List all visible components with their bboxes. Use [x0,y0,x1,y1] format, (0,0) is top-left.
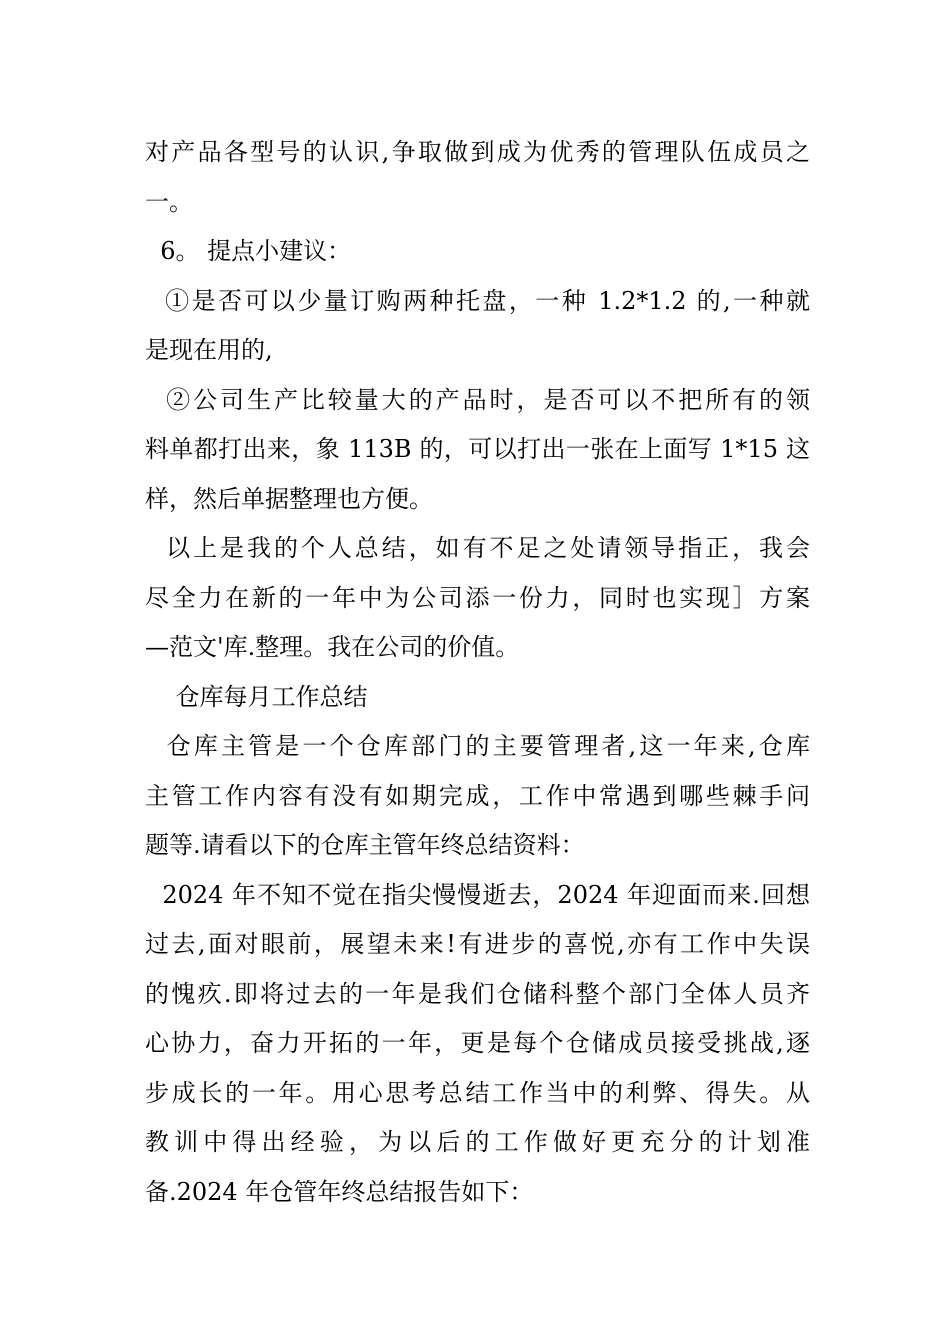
document-body [145,128,810,1217]
text-line: ②公司生产比较量大的产品时，是否可以不把所有的领 [145,385,810,414]
text-line: 步成长的一年。用心思考总结工作当中的利弊、得失。从 [145,1078,810,1107]
text-line: 样，然后单据整理也方便。 [145,484,433,513]
text-line: 仓库每月工作总结 [145,682,368,711]
text-line: 过去,面对眼前，展望未来!有进步的喜悦,亦有工作中失误 [145,930,810,958]
text-line: ①是否可以少量订购两种托盘，一种 1.2*1.2 的,一种就 [145,286,810,315]
text-line: 主管工作内容有没有如期完成，工作中常遇到哪些棘手问 [145,781,810,810]
text-line: 一。 [145,187,193,216]
text-line: 心协力，奋力开拓的一年，更是每个仓储成员接受挑战,逐 [145,1029,810,1057]
text-line: 对产品各型号的认识,争取做到成为优秀的管理队伍成员之 [145,138,810,166]
text-line: 备.2024 年仓管年终总结报告如下： [145,1177,534,1206]
text-line: 是现在用的, [145,336,273,364]
text-line: 仓库主管是一个仓库部门的主要管理者,这一年来,仓库 [145,732,810,760]
text-line: 教训中得出经验，为以后的工作做好更充分的计划准 [145,1128,810,1156]
text-line: 的愧疚.即将过去的一年是我们仓储科整个部门全体人员齐 [145,979,810,1008]
text-line: 料单都打出来，象 113B 的，可以打出一张在上面写 1*15 这 [145,435,810,463]
text-line: 以上是我的个人总结，如有不足之处请领导指正，我会 [145,534,810,562]
text-line: —范文'库.整理。我在公司的价值。 [145,633,520,661]
text-line: 2024 年不知不觉在指尖慢慢逝去，2024 年迎面而来.回想 [145,880,810,909]
text-line: 6。 提点小建议： [145,237,352,265]
text-line: 尽全力在新的一年中为公司添一份力，同时也实现］方案 [145,583,810,612]
text-line: 题等.请看以下的仓库主管年终总结资料： [145,831,585,859]
